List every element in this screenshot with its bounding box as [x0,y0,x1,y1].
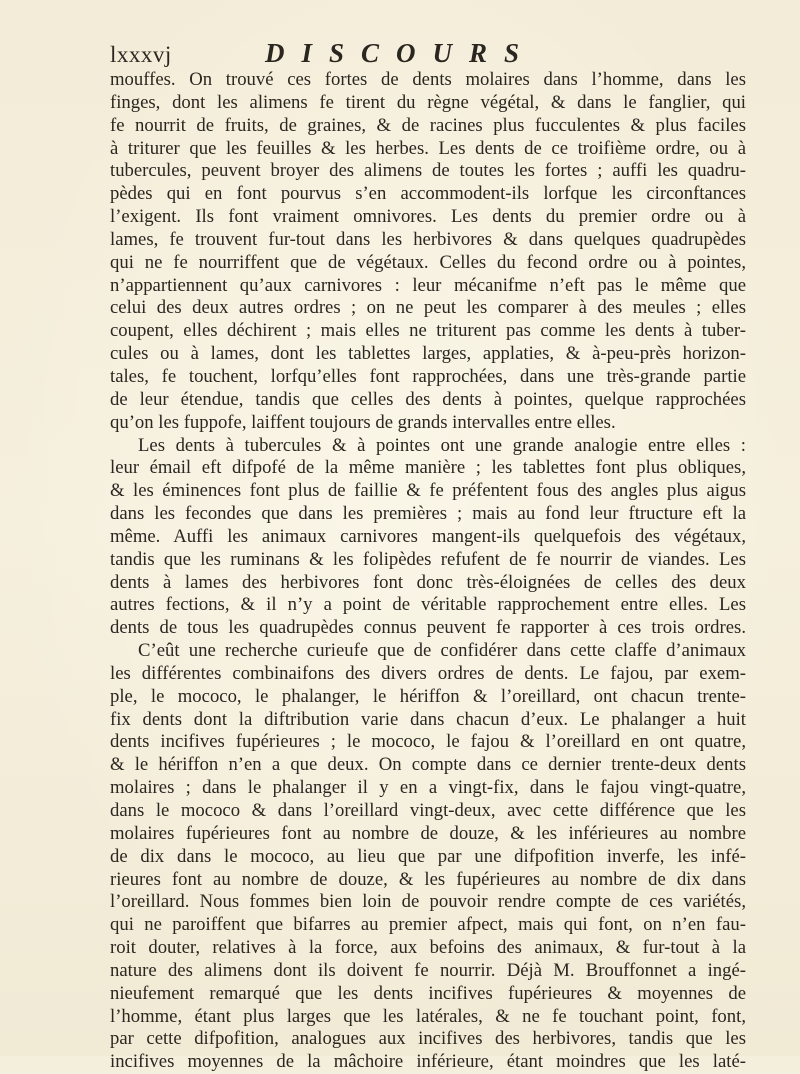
text-line: dans les fecondes que dans les premières ; mais au fond leur ftructure eft la [110,503,746,525]
text-line: dents incifives fupérieures ; le mococo, le fajou & l’oreillard en ont quatre, [110,731,746,753]
text-line: nieufement remarqué que les dents incifives fupérieures & moyennes de [110,982,746,1004]
text-line: finges, dont les alimens fe tirent du règne végétal, & dans le fanglier, qui [110,91,746,113]
text-line: de dix dans le mococo, au lieu que par une difpofition inverfe, les infé- [110,845,746,867]
text-line: roit douter, relatives à la force, aux befoins des animaux, & fur-tout à la [110,937,746,959]
text-line: même. Auffi les animaux carnivores mangent-ils quelquefois des végétaux, [110,525,746,547]
text-line: fix dents dont la diftribution varie dans chacun d’eux. Le phalanger a huit [110,708,746,730]
text-line: rieures font au nombre de douze, & les fupérieures au nombre de dix dans [110,868,746,890]
text-line: autres fections, & il n’y a point de véritable rapprochement entre elles. Les [110,594,746,616]
text-line: dans le mococo & dans l’oreillard vingt-deux, avec cette différence que les [110,800,746,821]
text-line: Les dents à tubercules & à pointes ont une grande analogie entre elles : [138,434,746,456]
text-line: mouffes. On trouvé ces fortes de dents molaires dans l’homme, dans les [110,69,746,90]
text-line: molaires ; dans le phalanger il y en a vingt-fix, dans le fajou vingt-quatre, [110,777,746,799]
text-line: les différentes combinaifons des divers ordres de dents. Le fajou, par exem- [110,662,746,684]
text-line: tandis que les ruminans & les folipèdes refufent de fe nourrir de viandes. Les [110,548,746,570]
text-line: l’exigent. Ils font vraiment omnivores. Les dents du premier ordre ou à [110,206,746,228]
text-line: fe nourrit de fruits, de graines, & de racines plus fucculentes & plus faciles [110,114,746,136]
text-line: tales, fe touchent, lorfqu’elles font rapprochées, dans une très-grande partie [110,365,746,387]
text-line: pèdes qui en font pourvus s’en accommodent-ils lorfque les circonftances [110,183,746,205]
text-line: molaires fupérieures font au nombre de douze, & les inférieures au nombre [110,822,746,844]
text-line: ple, le mococo, le phalanger, le hériffon & l’oreillard, ont chacun trente- [110,685,746,707]
text-line: dents à lames des herbivores font donc très-éloignées de celles des deux [110,571,746,593]
text-line: C’eût une recherche curieufe que de confidérer dans cette claffe d’animaux [138,640,746,662]
running-title: DISCOURS [265,38,537,68]
text-line: qui ne paroiffent que bifarres au premier afpect, mais qui font, on n’en fau- [110,914,746,936]
text-line: tubercules, peuvent broyer des alimens de toutes les fortes ; auffi les quadru- [110,160,746,182]
text-line: leur émail eft difpofé de la même manière ; les tablettes font plus obliques, [110,457,746,479]
text-line: n’appartiennent qu’aux carnivores : leur mécanifme n’eft pas le même que [110,274,746,296]
text-line: coupent, elles déchirent ; mais elles ne triturent pas comme les dents à tuber- [110,320,746,342]
text-line: de leur étendue, tandis que celles des dents à pointes, quelque rapprochées [110,388,746,410]
text-line: cules ou à lames, dont les tablettes larges, applaties, & à-peu-près horizon- [110,343,746,365]
text-line: & les éminences font plus de faillie & fe préfentent fous des angles plus aigus [110,480,746,502]
text-line: incifives moyennes de la mâchoire inférieure, étant moindres que les laté- [110,1051,746,1073]
text-line: l’oreillard. Nous fommes bien loin de pouvoir rendre compte de ces variétés, [110,891,746,913]
body-text [110,69,746,1074]
text-line: à triturer que les feuilles & les herbes. Les dents de ce troifième ordre, ou à [110,137,746,159]
text-line: celui des deux autres ordres ; on ne peut les comparer à des meules ; elles [110,297,746,319]
text-line: par cette difpofition, analogues aux incifives des herbivores, tandis que les [110,1028,746,1050]
text-line: & le hériffon n’en a que deux. On compte dans ce dernier trente-deux dents [110,754,746,776]
text-line: dents de tous les quadrupèdes connus peuvent fe rapporter à ces trois ordres. [110,617,746,639]
text-line: l’homme, étant plus larges que les latérales, & ne fe touchant point, font, [110,1005,746,1027]
text-line: qui ne fe nourriffent que de végétaux. Celles du fecond ordre ou à pointes, [110,251,746,273]
text-line: lames, fe trouvent fur-tout dans les herbivores & dans quelques quadrupèdes [110,228,746,250]
text-line: qu’on les fuppofe, laiffent toujours de grands intervalles entre elles. [110,411,616,433]
page-number: lxxxvj [110,42,172,67]
text-line: nature des alimens dont ils doivent fe nourrir. Déjà M. Brouffonnet a ingé- [110,959,746,981]
